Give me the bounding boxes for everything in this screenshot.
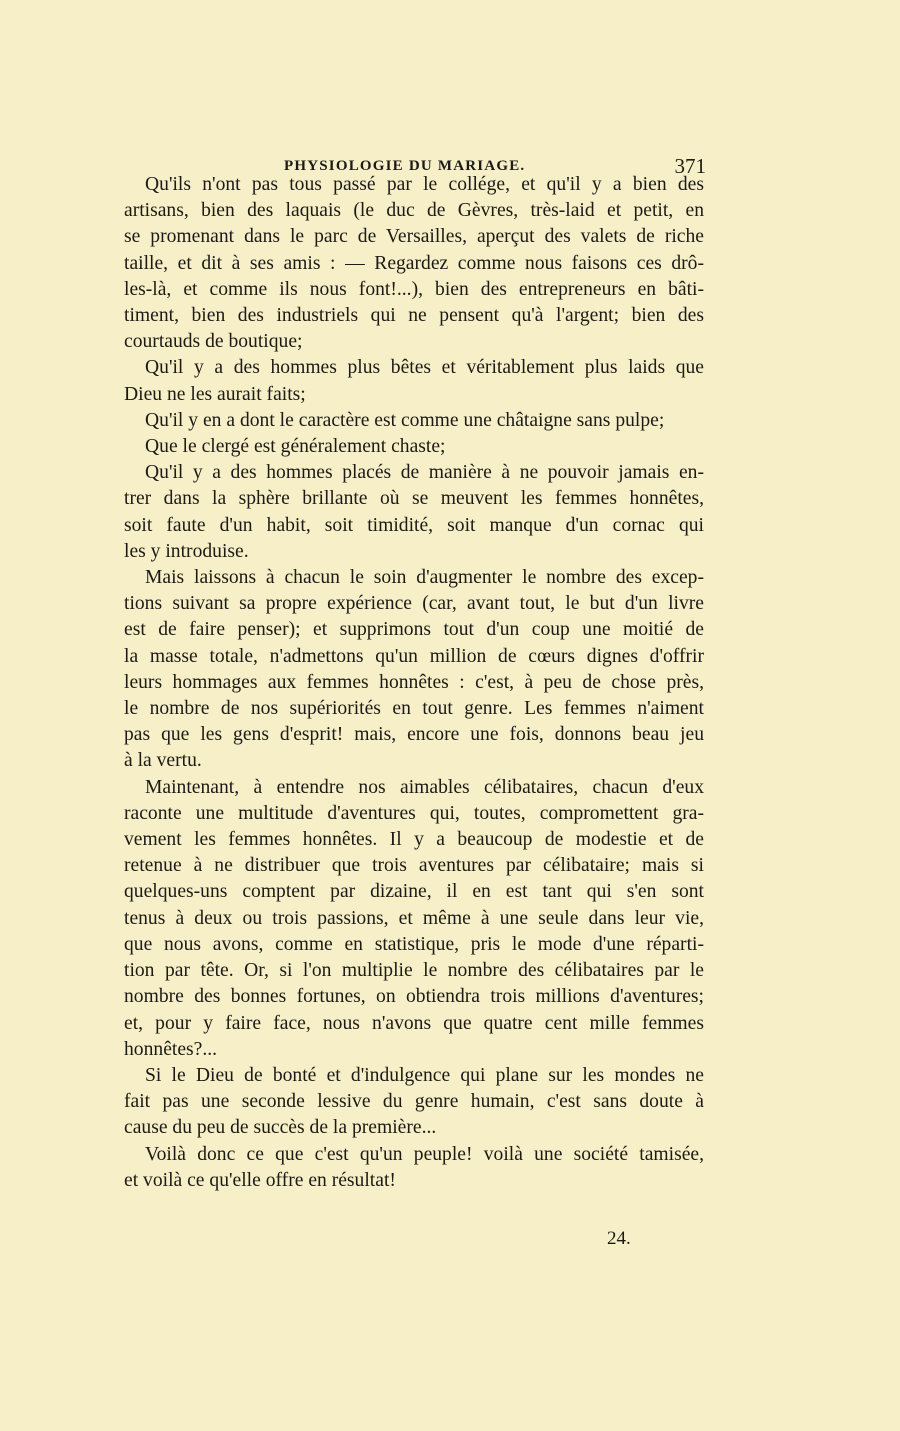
text-line: Voilà donc ce que c'est qu'un peuple! voilà une société tamisée, — [145, 1143, 704, 1165]
text-line: vement les femmes honnêtes. Il y a beaucoup de modestie et de — [124, 829, 704, 851]
text-line: leurs hommages aux femmes honnêtes : c'est, à peu de chose près, — [124, 671, 704, 693]
text-line: retenue à ne distribuer que trois aventures par célibataire; mais si — [124, 855, 704, 877]
signature-mark: 24. — [607, 1228, 631, 1249]
paragraph — [124, 565, 704, 775]
text-line: que nous avons, comme en statistique, pris le mode d'une réparti- — [124, 933, 704, 955]
text-line: Dieu ne les aurait faits; — [124, 383, 306, 405]
text-line: fait pas une seconde lessive du genre humain, c'est sans doute à — [124, 1091, 704, 1113]
text-line: tenus à deux ou trois passions, et même à une seule dans leur vie, — [124, 907, 704, 929]
text-line: cause du peu de succès de la première... — [124, 1117, 437, 1139]
text-line: Si le Dieu de bonté et d'indulgence qui plane sur les mondes ne — [145, 1064, 704, 1086]
text-line: Qu'il y en a dont le caractère est comme une châtaigne sans pulpe; — [145, 409, 665, 431]
text-line: trer dans la sphère brillante où se meuvent les femmes honnêtes, — [124, 488, 704, 510]
text-line: soit faute d'un habit, soit timidité, soit manque d'un cornac qui — [124, 514, 704, 536]
text-line: raconte une multitude d'aventures qui, toutes, compromettent gra- — [124, 802, 704, 824]
text-line: Qu'il y a des hommes placés de manière à ne pouvoir jamais en- — [145, 462, 704, 484]
text-line: taille, et dit à ses amis : — Regardez comme nous faisons ces drô- — [124, 252, 704, 274]
paragraph — [124, 775, 704, 1063]
text-line: Mais laissons à chacun le soin d'augmenter le nombre des excep- — [145, 567, 704, 589]
paragraph — [124, 355, 704, 407]
text-line: Qu'il y a des hommes plus bêtes et véritablement plus laids que — [145, 357, 704, 379]
text-line: la masse totale, n'admettons qu'un million de cœurs dignes d'offrir — [124, 645, 704, 667]
text-line: et, pour y faire face, nous n'avons que quatre cent mille femmes — [124, 1012, 704, 1034]
text-line: les y introduise. — [124, 540, 249, 562]
paragraph — [124, 1063, 704, 1142]
text-line: nombre des bonnes fortunes, on obtiendra trois millions d'aventures; — [124, 986, 704, 1008]
page-number: 371 — [674, 154, 706, 178]
paragraph — [124, 460, 704, 565]
text-line: pas que les gens d'esprit! mais, encore une fois, donnons beau jeu — [124, 724, 704, 746]
paragraph — [124, 434, 704, 460]
paragraph — [124, 408, 704, 434]
text-line: Que le clergé est généralement chaste; — [145, 436, 446, 458]
text-line: les-là, et comme ils nous font!...), bien des entrepreneurs en bâti- — [124, 278, 704, 300]
text-line: Qu'ils n'ont pas tous passé par le collége, et qu'il y a bien des — [145, 174, 704, 195]
text-line: est de faire penser); et supprimons tout d'un coup une moitié de — [124, 619, 704, 641]
text-line: honnêtes?... — [124, 1038, 218, 1060]
text-line: quelques-uns comptent par dizaine, il en est tant qui s'en sont — [124, 881, 704, 903]
text-line: tions suivant sa propre expérience (car, avant tout, le but d'un livre — [124, 593, 704, 615]
text-line: à la vertu. — [124, 750, 202, 772]
running-title: PHYSIOLOGIE DU MARIAGE. — [284, 158, 526, 174]
text-line: tion par tête. Or, si l'on multiplie le nombre des célibataires par le — [124, 960, 704, 982]
text-line: et voilà ce qu'elle offre en résultat! — [124, 1169, 396, 1191]
text-line: Maintenant, à entendre nos aimables célibataires, chacun d'eux — [145, 776, 704, 798]
text-line: se promenant dans le parc de Versailles, aperçut des valets de riche — [124, 226, 704, 248]
text-line: courtauds de boutique; — [124, 331, 303, 353]
text-line: timent, bien des industriels qui ne pensent qu'à l'argent; bien des — [124, 305, 704, 327]
paragraph — [124, 1142, 704, 1194]
page-body — [124, 172, 704, 1194]
paragraph — [124, 172, 704, 355]
text-line: artisans, bien des laquais (le duc de Gèvres, très-laid et petit, en — [124, 200, 704, 222]
text-line: le nombre de nos supériorités en tout genre. Les femmes n'aiment — [124, 698, 704, 720]
